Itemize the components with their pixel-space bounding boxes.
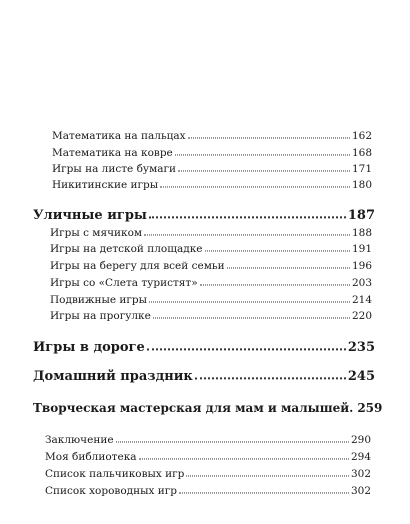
toc-section-title: Уличные игры (33, 208, 147, 223)
dot-leader (149, 298, 350, 302)
toc-entry (45, 434, 371, 446)
toc-entry (45, 451, 371, 463)
toc-section-title: Игры в дороге (33, 340, 145, 355)
toc-entry-title: Математика на пальцах (52, 130, 186, 142)
toc-section-title: Домашний праздник (33, 369, 193, 384)
toc-entry-page: 290 (350, 434, 371, 446)
toc-entry-title: Заключение (45, 434, 114, 446)
toc-entry-page: 203 (351, 277, 372, 289)
toc-entry-page: 302 (350, 485, 371, 497)
toc-entry-title: Никитинские игры (52, 179, 159, 191)
toc-entry-title: Игры со «Слета туристят» (50, 277, 198, 289)
toc-entry-title: Игры с мячиком (50, 227, 143, 239)
toc-entry-title: Игры на листе бумаги (52, 163, 177, 175)
toc-section-page: 259 (357, 401, 383, 415)
dot-leader (178, 167, 350, 171)
toc-entry-page: 214 (351, 294, 372, 306)
toc-entry (50, 260, 372, 272)
toc-entry-page: 171 (351, 163, 372, 175)
dot-leader (147, 344, 346, 350)
toc-entry-page: 191 (351, 243, 372, 255)
dot-leader (153, 314, 350, 318)
toc-entry-page: 302 (350, 468, 371, 480)
toc-entry-page: 188 (351, 227, 372, 239)
toc-entry (50, 227, 372, 239)
toc-section (33, 369, 375, 384)
toc-entry-page: 196 (351, 260, 372, 272)
toc-entry (52, 147, 372, 159)
toc-entry-page: 220 (351, 310, 372, 322)
dot-leader (195, 373, 346, 379)
toc-section (33, 340, 375, 355)
toc-section-page: 187 (347, 208, 375, 223)
toc-entry (52, 179, 372, 191)
dot-leader (179, 489, 349, 493)
toc-entry (52, 163, 372, 175)
dot-leader (160, 183, 350, 187)
toc-entry-title: Игры на берегу для всей семьи (50, 260, 225, 272)
toc-entry-page: 294 (350, 451, 371, 463)
toc-entry-title: Подвижные игры (50, 294, 147, 306)
toc-section-page: 245 (347, 369, 375, 384)
toc-entry (50, 294, 372, 306)
toc-entry-title: Игры на прогулке (50, 310, 151, 322)
toc-entry-title: Математика на ковре (52, 147, 173, 159)
toc-section (33, 401, 383, 415)
dot-leader (175, 151, 350, 155)
dot-leader (139, 455, 349, 459)
toc-entry-page: 162 (351, 130, 372, 142)
dot-leader (205, 247, 350, 251)
toc-entry-title: Список пальчиковых игр (45, 468, 185, 480)
toc-entry-title: Моя библиотека (45, 451, 137, 463)
toc-section-page: 235 (347, 340, 375, 355)
toc-section (33, 208, 375, 223)
dot-leader (227, 264, 350, 268)
dot-leader (200, 281, 350, 285)
dot-leader (116, 438, 349, 442)
dot-leader (186, 472, 349, 476)
toc-entry (50, 310, 372, 322)
toc-entry (45, 485, 371, 497)
toc-entry (52, 130, 372, 142)
toc-entry-title: Игры на детской площадке (50, 243, 203, 255)
toc-entry-title: Список хороводных игр (45, 485, 177, 497)
dot-leader (144, 231, 350, 235)
toc-entry (50, 277, 372, 289)
dot-leader (149, 212, 346, 218)
toc-entry (50, 243, 372, 255)
toc-section-title: Творческая мастерская для мам и малышей. (33, 401, 354, 415)
toc-entry-page: 180 (351, 179, 372, 191)
toc-entry-page: 168 (351, 147, 372, 159)
dot-leader (188, 134, 350, 138)
toc-entry (45, 468, 371, 480)
